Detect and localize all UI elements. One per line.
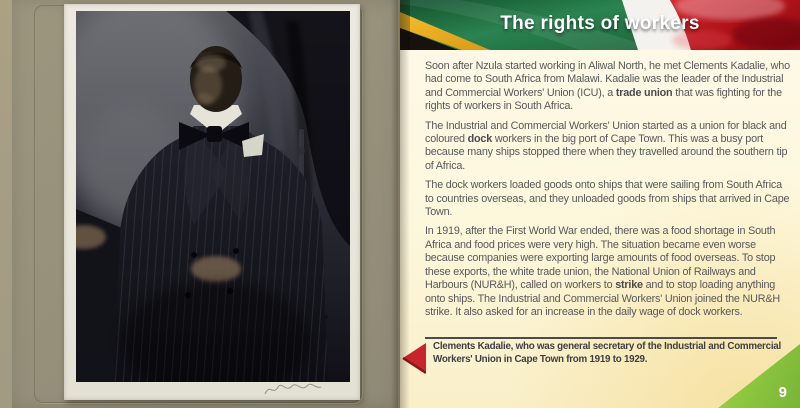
portrait-illustration	[76, 11, 350, 382]
paragraph-1-text-cont: that was fighting for the rights of workers in South Africa.	[425, 86, 782, 113]
paragraph-1-text: Soon after Nzula started working in Aliwal North, he met Clements Kadalie, who had come to South Africa from Malawi. Kadalie was the leader of the Industrial and Commercial Workers' Union (ICU), a	[425, 60, 790, 99]
paragraph-3-text: The dock workers loaded goods onto ships that were sailing from South Africa to countries overseas, and they unloaded goods from ships that arrived in Cape Town.	[425, 179, 790, 219]
glossary-term-dock: dock	[467, 133, 493, 146]
photo-caption: Clements Kadalie, who was general secretary of the Industrial and Commercial Workers' Union in Cape Town from 1919 to 1929.	[433, 341, 781, 365]
paragraph-3	[425, 179, 793, 219]
chapter-banner	[400, 0, 800, 50]
photo-frame	[64, 4, 360, 400]
content-page	[400, 0, 800, 408]
portrait-photo	[76, 11, 350, 382]
caption-divider	[425, 337, 777, 339]
paragraph-4-text: In 1919, after the First World War ended, there was a food shortage in South Africa and food prices were very high. The situation became even worse because companies were exporting large amounts of food overseas. To stop these exports, the white trade union, the National Union of Railways and Harbours (NUR&H), called on workers to	[425, 225, 776, 292]
paragraph-4-text-cont: and to stop loading anything onto ships. The Industrial and Commercial Workers' Union joined the NUR&H strike. It also asked for an increase in the daily wage of dock workers.	[425, 279, 780, 318]
glossary-term-trade-union: trade union	[615, 86, 673, 99]
paragraph-2-text: The Industrial and Commercial Workers' Union started as a union for black and coloured	[425, 119, 787, 146]
paragraph-1	[425, 60, 793, 114]
page-number: 9	[778, 384, 787, 401]
body-text	[425, 60, 793, 325]
photo-mount-card	[12, 0, 398, 408]
glossary-term-strike: strike	[615, 279, 643, 292]
paragraph-2-text-cont: workers in the big port of Cape Town. This was a busy port because many ships stopped there when they travelled around the southern tip of Africa.	[425, 133, 788, 172]
paragraph-2	[425, 120, 793, 174]
caption-arrow-icon	[402, 342, 426, 376]
page-title: The rights of workers	[500, 13, 700, 34]
paragraph-4	[425, 225, 793, 319]
photographer-signature-icon	[262, 380, 324, 400]
